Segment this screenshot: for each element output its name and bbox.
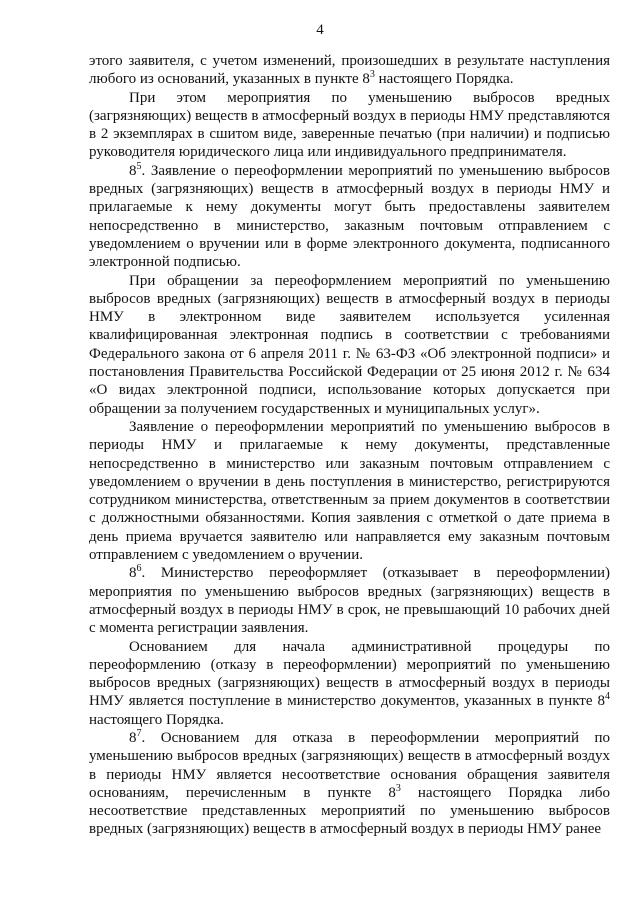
superscript: 3: [369, 69, 375, 81]
paragraph-text: . Министерство переоформляет (отказывает в переоформлении) мероприятия по уменьшению выбросов вредных (загрязняющих) веществ в атмосферный воздух в периоды НМУ в срок, не превышающий 10 рабочих дней с момента регистрации заявления.: [89, 565, 610, 637]
clause-number: 8: [129, 162, 137, 179]
page-number: 4: [316, 22, 324, 38]
paragraph-text: настоящего Порядка.: [374, 71, 514, 88]
paragraph-8-7: [89, 729, 610, 839]
document-body: [89, 52, 610, 839]
paragraph-ekzemplyary: При этом мероприятия по уменьшению выбросов вредных (загрязняющих) веществ в атмосферный воздух в периоды НМУ представляются в 2 экземплярах в сшитом виде, заверенные печатью (при наличии) и подписью руководителя юридического лица или индивидуального предпринимателя.: [89, 89, 610, 161]
paragraph-text: настоящего Порядка либо несоответствие представленных мероприятий по уменьшению выбросов вредных (загрязняющих) веществ в атмосферный воздух в периоды НМУ ранее: [89, 784, 610, 838]
paragraph-text: . Основанием для отказа в переоформлении мероприятий по уменьшению выбросов вредных (загрязняющих) веществ в атмосферный воздух в периоды НМУ является несоответствие основания обращения заявителя основаниям, перечисленным в пункте 8: [89, 729, 610, 801]
superscript: 5: [136, 160, 142, 172]
superscript: 4: [605, 691, 610, 703]
superscript: 3: [395, 782, 401, 794]
paragraph-electronic-signature: При обращении за переоформлением мероприятий по уменьшению выбросов вредных (загрязняющих) веществ в атмосферный воздух в периоды НМУ в электронном виде заявителем используется усиленная квалифицированная электронная подпись в соответствии с требованиями Федерального закона от 6 апреля 2011 г. № 63-ФЗ «Об электронной подписи» и постановления Правительства Российской Федерации от 25 июня 2012 г. № 634 «О видах электронной подписи, использование которых допускается при обращении за получением государственных и муниципальных услуг».: [89, 272, 610, 417]
paragraph-8-5: [89, 162, 610, 272]
paragraph-text: Основанием для начала административной процедуры по переоформлению (отказу в переоформлении) мероприятий по уменьшению выбросов вредных (загрязняющих) веществ в атмосферный воздух в периоды НМУ является поступление в министерство документов, указанных в пункте 8: [89, 638, 610, 710]
paragraph-procedure-basis: [89, 638, 610, 729]
clause-number: 8: [129, 565, 137, 582]
paragraph-text: настоящего Порядка.: [89, 711, 224, 728]
paragraph-continuation: [89, 52, 610, 89]
paragraph-registration: Заявление о переоформлении мероприятий по уменьшению выбросов в периоды НМУ и прилагаемые к нему документы, представленные непосредственно в министерство или заказным почтовым отправлением с уведомлением о вручении в день поступления в министерство, регистрируются сотрудником министерства, ответственным за прием документов в соответствии с должностными обязанностями. Копия заявления с отметкой о дате приема в день приема вручается заявителю или направляется ему заказным почтовым отправлением с уведомлением о вручении.: [89, 418, 610, 564]
superscript: 6: [136, 563, 142, 575]
paragraph-text: . Заявление о переоформлении мероприятий по уменьшению выбросов вредных (загрязняющих) веществ в атмосферный воздух в периоды НМУ и прилагаемые к нему документы могут быть предоставлены заявителем непосредственно в министерство, заказным почтовым отправлением с уведомлением о вручении или в форме электронного документа, подписанного электронной подписью.: [89, 162, 610, 271]
paragraph-8-6: [89, 564, 610, 637]
clause-number: 8: [129, 729, 137, 746]
paragraph-text: этого заявителя, с учетом изменений, произошедших в результате наступления любого из оснований, указанных в пункте 8: [89, 53, 610, 88]
superscript: 7: [136, 727, 142, 739]
